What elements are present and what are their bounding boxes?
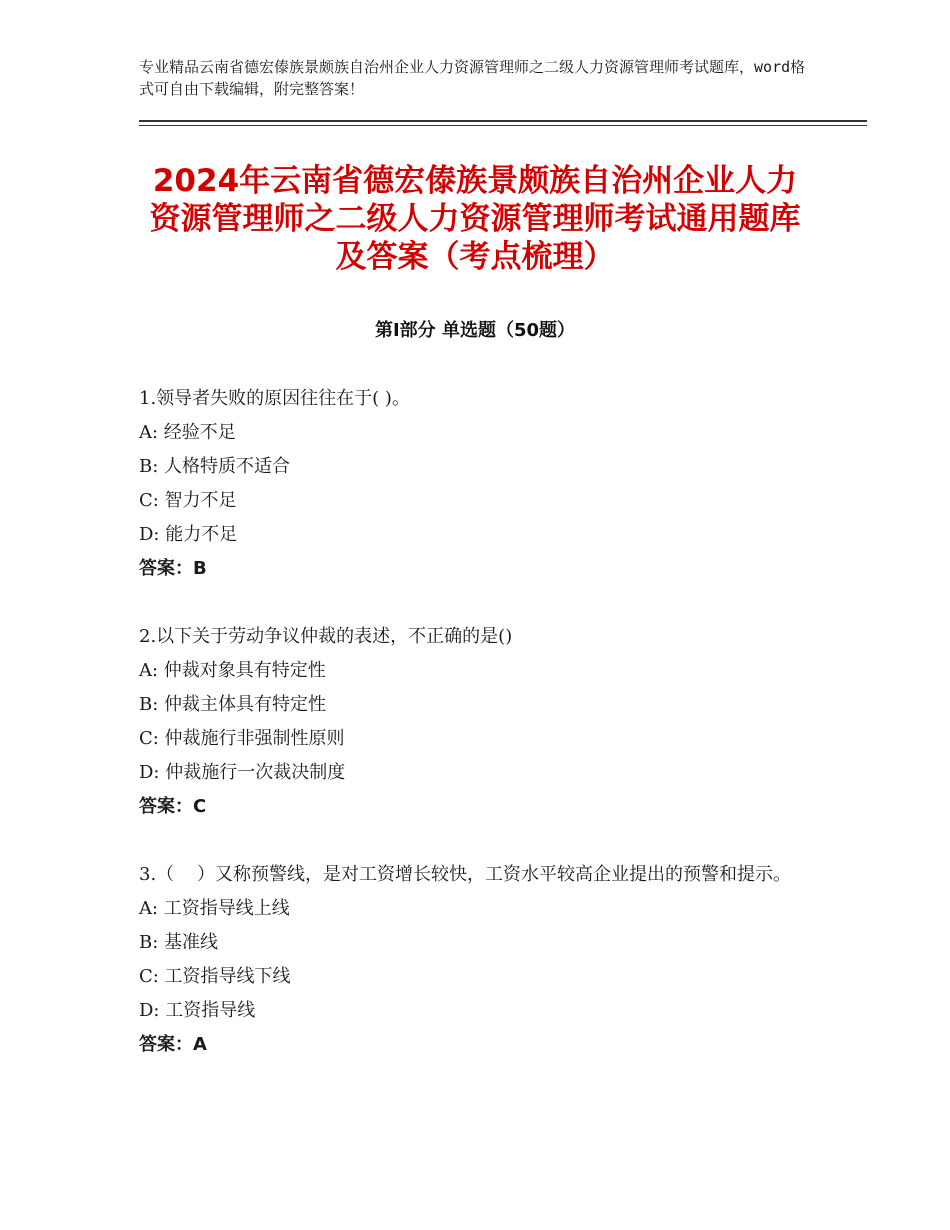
question-3 [139,858,811,1062]
answer: 答案：A [139,1034,207,1055]
header-rule-thick [139,120,867,122]
option-a: A: 仲裁对象具有特定性 [139,660,326,681]
question-2 [139,620,811,824]
option-a: A: 工资指导线上线 [139,898,290,919]
option-b: B: 人格特质不适合 [139,456,291,477]
option-d: D: 能力不足 [139,524,238,545]
answer: 答案：C [139,796,207,817]
question-list [139,382,811,1096]
header-rule-thin [139,125,867,126]
document-title: 2024年云南省德宏傣族景颇族自治州企业人力资源管理师之二级人力资源管理师考试通用题库及答案（考点梳理） [149,163,801,275]
option-b: B: 仲裁主体具有特定性 [139,694,327,715]
question-text: 3.（ ）又称预警线，是对工资增长较快，工资水平较高企业提出的预警和提示。 [139,864,792,885]
section-title: 第Ⅰ部分 单选题（50题） [374,320,575,341]
option-c: C: 仲裁施行非强制性原则 [139,728,345,749]
question-text: 2.以下关于劳动争议仲裁的表述，不正确的是() [139,626,513,647]
option-b: B: 基准线 [139,932,219,953]
option-c: C: 工资指导线下线 [139,966,291,987]
header-note: 专业精品云南省德宏傣族景颇族自治州企业人力资源管理师之二级人力资源管理师考试题库，word格式可自由下载编辑，附完整答案！ [139,58,806,98]
option-a: A: 经验不足 [139,422,236,443]
question-1 [139,382,811,586]
option-d: D: 仲裁施行一次裁决制度 [139,762,346,783]
option-c: C: 智力不足 [139,490,237,511]
question-text: 1.领导者失败的原因往往在于( )。 [139,388,410,409]
answer: 答案：B [139,558,207,579]
option-d: D: 工资指导线 [139,1000,256,1021]
